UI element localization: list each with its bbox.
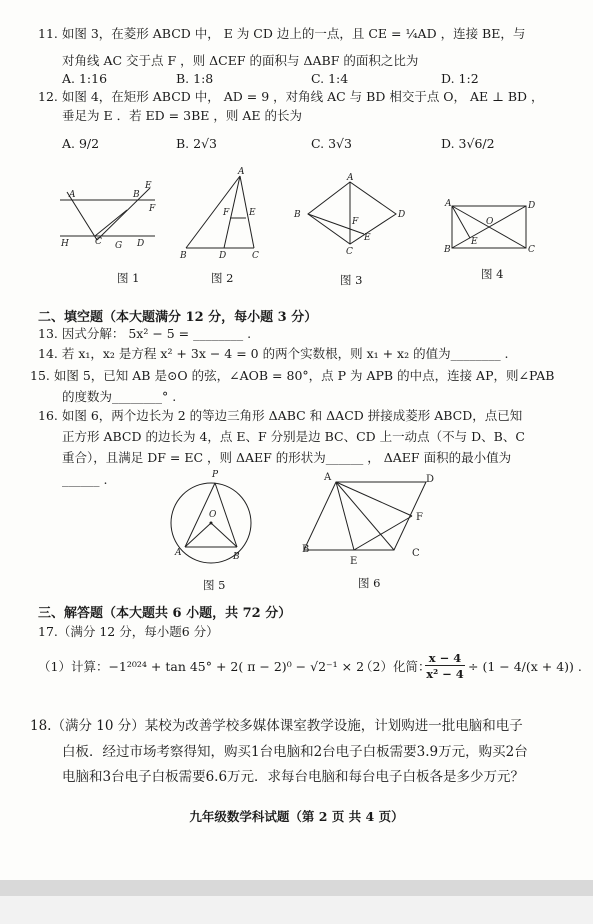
q16-line4: ______ . bbox=[62, 472, 108, 487]
fig5-label-a: A bbox=[175, 548, 182, 558]
q16-line2: 正方形 ABCD 的边长为 4，点 E、F 分别是边 BC、CD 上一动点（不与 D、B、C bbox=[62, 429, 525, 444]
fig4-label-e: E bbox=[471, 237, 478, 247]
fig1-label-a: A bbox=[69, 190, 76, 200]
fig4-label-c: C bbox=[528, 245, 535, 255]
caption-figure-6: 图 6 bbox=[358, 576, 381, 590]
fig3-label-a: A bbox=[347, 173, 354, 183]
q12-option-d: D. 3√6/2 bbox=[441, 136, 495, 151]
fig1-label-f: F bbox=[149, 204, 156, 214]
fig4-label-a: A bbox=[445, 199, 452, 209]
q11-option-c: C. 1:4 bbox=[311, 71, 349, 86]
q18-line1: 18.（满分 10 分）某校为改善学校多媒体课室教学设施，计划购进一批电脑和电子 bbox=[30, 718, 523, 734]
q11-option-a: A. 1:16 bbox=[62, 71, 108, 86]
q12-line1: 12. 如图 4，在矩形 ABCD 中， AD = 9 ，对角线 AC 与 BD 相交于点 O， AE ⊥ BD ， bbox=[38, 89, 544, 104]
figure-4 bbox=[440, 198, 540, 258]
fig6-label-d: D bbox=[426, 474, 435, 485]
fig2-label-e: E bbox=[249, 208, 256, 218]
q16-line3: 重合），且满足 DF = EC ，则 ΔAEF 的形状为______ ， ΔAEF 面积的最小值为 bbox=[62, 450, 512, 465]
fig5-label-p: P bbox=[212, 470, 219, 480]
fig3-label-c: C bbox=[346, 247, 353, 257]
caption-figure-5: 图 5 bbox=[203, 578, 226, 592]
fig6-label-a: A bbox=[324, 472, 332, 483]
caption-figure-4: 图 4 bbox=[481, 267, 504, 281]
q17-part2-rest: ÷ (1 − 4/(x + 4)) . bbox=[468, 659, 582, 674]
q15-line1: 15. 如图 5，已知 AB 是⊙O 的弦，∠AOB = 80°，点 P 为 APB 的中点，连接 AP，则∠PAB bbox=[30, 368, 555, 383]
q15-line2: 的度数为________° . bbox=[62, 389, 177, 404]
fig2-label-d: D bbox=[219, 251, 227, 261]
q12-line2: 垂足为 E ．若 ED = 3BE ，则 AE 的长为 bbox=[62, 108, 302, 123]
fig1-label-d: D bbox=[137, 239, 145, 249]
fig2-label-f: F bbox=[223, 208, 230, 218]
figure-2 bbox=[178, 167, 268, 261]
fig3-label-e: E bbox=[364, 233, 371, 243]
q12-option-c: C. 3√3 bbox=[311, 136, 352, 151]
q11-line2: 对角线 AC 交于点 F ，则 ΔCEF 的面积与 ΔABF 的面积之比为 bbox=[62, 53, 419, 68]
fig4-label-b: B bbox=[444, 245, 451, 255]
fig4-label-o: O bbox=[486, 217, 494, 227]
fig3-label-b: B bbox=[294, 210, 301, 220]
figure-3 bbox=[288, 170, 413, 260]
fig5-label-o: O bbox=[209, 510, 217, 520]
q17-part1: （1）计算：−1²⁰²⁴ + tan 45° + 2( π − 2)⁰ − √2⁻¹ × 2 bbox=[38, 659, 365, 674]
q18-line2: 白板．经过市场考察得知，购买1台电脑和2台电子白板需要3.9万元，购买2台 bbox=[62, 744, 528, 760]
q17-part2-denominator: x² − 4 bbox=[426, 667, 464, 681]
q17-part2-numerator: x − 4 bbox=[425, 651, 465, 666]
page-footer: 九年级数学科试题（第 2 页 共 4 页） bbox=[189, 809, 404, 824]
q17-part2-label: （2）化简： bbox=[360, 659, 431, 674]
fig3-label-d: D bbox=[398, 210, 406, 220]
caption-figure-3: 图 3 bbox=[340, 273, 363, 287]
fig6-label-b: B bbox=[302, 544, 310, 555]
q18-line3: 电脑和3台电子白板需要6.6万元．求每台电脑和每台电子白板各是多少万元？ bbox=[62, 769, 525, 785]
fig2-label-c: C bbox=[252, 251, 259, 261]
section-2-title: 二、填空题（本大题满分 12 分，每小题 3 分） bbox=[38, 310, 318, 325]
q16-line1: 16. 如图 6，两个边长为 2 的等边三角形 ΔABC 和 ΔACD 拼接成菱形 ABCD，点已知 bbox=[38, 408, 523, 423]
fig1-label-e: E bbox=[145, 181, 152, 191]
q13: 13. 因式分解： 5x² − 5 = ________ . bbox=[38, 326, 252, 341]
q17-header: 17.（满分 12 分，每小题6 分） bbox=[38, 624, 219, 639]
fig3-label-f: F bbox=[352, 217, 359, 227]
q11-option-d: D. 1:2 bbox=[441, 71, 479, 86]
q11-option-b: B. 1:8 bbox=[176, 71, 214, 86]
fig6-label-f: F bbox=[416, 512, 423, 523]
figure-5 bbox=[165, 465, 265, 570]
section-3-title: 三、解答题（本大题共 6 小题，共 72 分） bbox=[38, 606, 292, 621]
fig6-label-e: E bbox=[350, 556, 358, 567]
q14: 14. 若 x₁，x₂ 是方程 x² + 3x − 4 = 0 的两个实数根，则 x₁ + x₂ 的值为________ . bbox=[38, 346, 509, 361]
q12-option-b: B. 2√3 bbox=[176, 136, 218, 151]
next-page-edge bbox=[0, 896, 593, 924]
fig2-label-a2: A bbox=[238, 167, 245, 177]
figure-6 bbox=[298, 470, 448, 570]
fig1-label-h: H bbox=[61, 239, 69, 249]
fig2-label-b: B bbox=[180, 251, 187, 261]
caption-figure-1: 图 1 bbox=[117, 271, 140, 285]
fig1-label-c: C bbox=[95, 237, 102, 247]
fig1-label-g: G bbox=[115, 241, 123, 251]
page-gap bbox=[0, 880, 593, 896]
q12-option-a: A. 9/2 bbox=[62, 136, 100, 151]
fig6-label-c: C bbox=[412, 548, 420, 559]
fig1-label-b: B bbox=[133, 190, 140, 200]
fig5-label-b: B bbox=[233, 552, 240, 562]
q11-line1: 11. 如图 3，在菱形 ABCD 中， E 为 CD 边上的一点，且 CE = ¼AD ，连接 BE，与 bbox=[38, 26, 526, 41]
caption-figure-2: 图 2 bbox=[211, 271, 234, 285]
fig4-label-d: D bbox=[528, 201, 536, 211]
figure-1 bbox=[55, 180, 165, 260]
